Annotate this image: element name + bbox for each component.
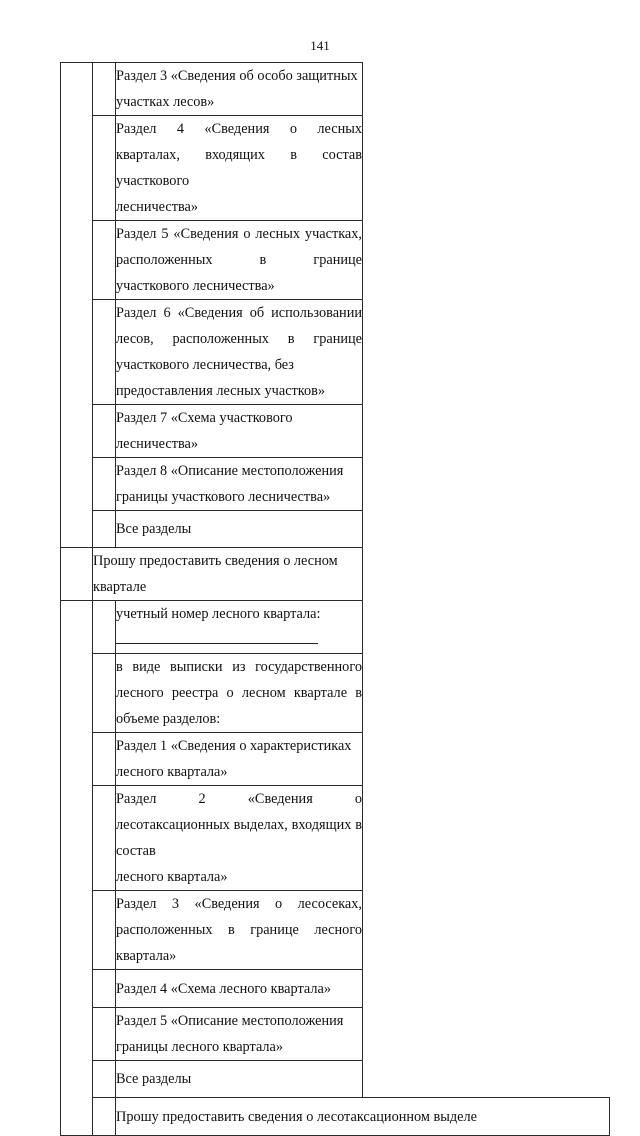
section-checkbox[interactable] bbox=[93, 63, 116, 116]
quarter-extract-row bbox=[61, 654, 610, 733]
section-label: Раздел 5 «Сведения о лесных участках, расположенных в границе участкового лесничества» bbox=[116, 221, 363, 300]
quarter-section-row bbox=[61, 786, 610, 891]
section-row bbox=[61, 511, 610, 548]
quarter-section-label: Все разделы bbox=[116, 1061, 363, 1098]
section-label: Раздел 8 «Описание местоположения границы участкового лесничества» bbox=[116, 458, 363, 511]
quarter-number-label: учетный номер лесного квартала: bbox=[116, 606, 321, 622]
quarter-section-label: Раздел 1 «Сведения о характеристиках лесного квартала» bbox=[116, 733, 363, 786]
quarter-number-cell bbox=[116, 601, 363, 654]
quarter-section-row bbox=[61, 1008, 610, 1061]
section-row bbox=[61, 300, 610, 405]
quarter-request-checkbox[interactable] bbox=[61, 548, 93, 601]
section-label: Все разделы bbox=[116, 511, 363, 548]
quarter-extract-checkbox[interactable] bbox=[93, 654, 116, 733]
quarter-section-row bbox=[61, 1061, 610, 1098]
section-checkbox[interactable] bbox=[93, 221, 116, 300]
section-row bbox=[61, 221, 610, 300]
quarter-number-row bbox=[61, 601, 610, 654]
section-checkbox[interactable] bbox=[93, 405, 116, 458]
section-label: Раздел 7 «Схема участкового лесничества» bbox=[116, 405, 363, 458]
quarter-section-label: Раздел 3 «Сведения о лесосеках, расположенных в границе лесного квартала» bbox=[116, 891, 363, 970]
quarter-section-checkbox[interactable] bbox=[93, 891, 116, 970]
quarter-margin-cell bbox=[61, 601, 93, 1136]
section-margin-cell bbox=[61, 63, 93, 548]
stand-request-label: Прошу предоставить сведения о лесотаксационном выделе bbox=[116, 1098, 610, 1136]
section-row bbox=[61, 405, 610, 458]
quarter-number-input[interactable] bbox=[116, 631, 318, 644]
quarter-section-checkbox[interactable] bbox=[93, 1061, 116, 1098]
section-label: Раздел 6 «Сведения об использовании лесов, расположенных в границе участкового лесничества, без предоставления лесных участков» bbox=[116, 300, 363, 405]
quarter-section-label: Раздел 2 «Сведения о лесотаксационных выделах, входящих в состав лесного квартала» bbox=[116, 786, 363, 891]
quarter-extract-label: в виде выписки из государственного лесного реестра о лесном квартале в объеме разделов: bbox=[116, 654, 363, 733]
section-row bbox=[61, 63, 610, 116]
quarter-request-label: Прошу предоставить сведения о лесном квартале bbox=[93, 548, 363, 601]
page-number: 141 bbox=[310, 38, 330, 53]
quarter-section-checkbox[interactable] bbox=[93, 786, 116, 891]
quarter-section-row bbox=[61, 891, 610, 970]
quarter-section-label: Раздел 4 «Схема лесного квартала» bbox=[116, 970, 363, 1008]
quarter-section-row bbox=[61, 733, 610, 786]
section-checkbox[interactable] bbox=[93, 511, 116, 548]
section-label: Раздел 4 «Сведения о лесных кварталах, входящих в состав участкового лесничества» bbox=[116, 116, 363, 221]
section-checkbox[interactable] bbox=[93, 116, 116, 221]
stand-request-checkbox[interactable] bbox=[93, 1098, 116, 1136]
request-form-table bbox=[60, 62, 610, 1136]
section-row bbox=[61, 458, 610, 511]
quarter-section-checkbox[interactable] bbox=[93, 733, 116, 786]
quarter-request-row bbox=[61, 548, 610, 601]
quarter-section-row bbox=[61, 970, 610, 1008]
quarter-section-label: Раздел 5 «Описание местоположения границы лесного квартала» bbox=[116, 1008, 363, 1061]
section-checkbox[interactable] bbox=[93, 458, 116, 511]
quarter-number-checkbox[interactable] bbox=[93, 601, 116, 654]
section-checkbox[interactable] bbox=[93, 300, 116, 405]
section-row bbox=[61, 116, 610, 221]
quarter-section-checkbox[interactable] bbox=[93, 1008, 116, 1061]
stand-request-row bbox=[61, 1098, 610, 1136]
section-label: Раздел 3 «Сведения об особо защитных участках лесов» bbox=[116, 63, 363, 116]
quarter-section-checkbox[interactable] bbox=[93, 970, 116, 1008]
